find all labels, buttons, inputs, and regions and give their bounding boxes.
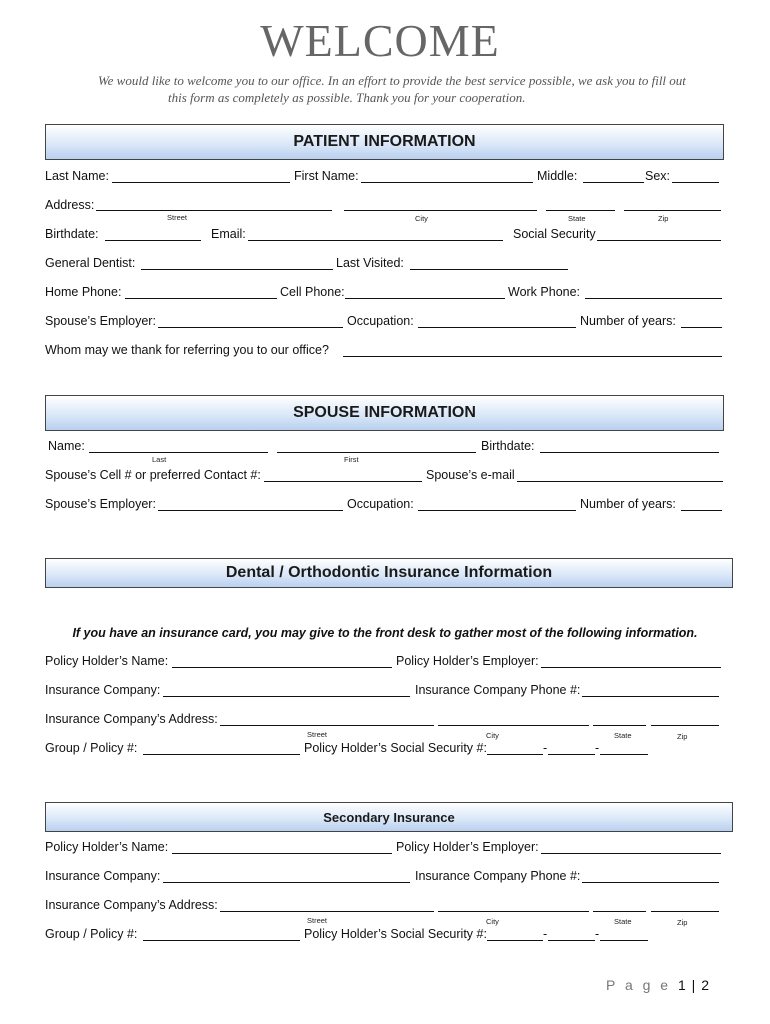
address-zip-field[interactable] <box>624 210 721 211</box>
patient-information-heading: PATIENT INFORMATION <box>45 124 724 160</box>
street-caption: Street <box>167 213 188 222</box>
page-word: P a g e <box>605 977 672 993</box>
insurance-phone-field[interactable] <box>582 696 719 697</box>
spouse-information-heading: SPOUSE INFORMATION <box>45 395 724 431</box>
ssn-dash: - <box>595 741 600 755</box>
address-street-field[interactable] <box>96 210 332 211</box>
general-dentist-field[interactable] <box>141 269 333 270</box>
secondary-ssn-part-2[interactable] <box>548 940 595 941</box>
last-name-label: Last Name: <box>45 169 109 183</box>
number-of-years-label: Number of years: <box>580 314 676 328</box>
zip-caption: Zip <box>677 918 688 927</box>
email-field[interactable] <box>248 240 503 241</box>
insurance-company-label: Insurance Company: <box>45 683 161 697</box>
group-policy-field[interactable] <box>143 754 300 755</box>
street-caption: Street <box>307 916 328 925</box>
sex-label: Sex: <box>645 169 671 183</box>
spouse-cell-field[interactable] <box>264 481 422 482</box>
secondary-holder-name-field[interactable] <box>172 853 392 854</box>
insurance-card-note: If you have an insurance card, you may give to the front desk to gather most of the following information. <box>72 626 698 640</box>
first-name-label: First Name: <box>294 169 359 183</box>
social-security-label: Social Security <box>513 227 596 241</box>
secondary-holder-employer-field[interactable] <box>541 853 721 854</box>
spouse-cell-label: Spouse’s Cell # or preferred Contact #: <box>45 468 261 482</box>
secondary-address-city-field[interactable] <box>438 911 589 912</box>
spouse-employer-label: Spouse’s Employer: <box>45 314 156 328</box>
work-phone-field[interactable] <box>585 298 722 299</box>
address-label: Address: <box>45 198 95 212</box>
number-of-years-field[interactable] <box>681 327 722 328</box>
intro-line-2: this form as completely as possible. Thank you for your cooperation. <box>168 90 526 105</box>
insurance-address-street-field[interactable] <box>220 725 434 726</box>
birthdate-field[interactable] <box>105 240 201 241</box>
spouse-years-field[interactable] <box>681 510 722 511</box>
spouse-employer-field-2[interactable] <box>158 510 343 511</box>
city-caption: City <box>415 214 428 223</box>
work-phone-label: Work Phone: <box>508 285 581 299</box>
secondary-address-zip-field[interactable] <box>651 911 719 912</box>
secondary-phone-label: Insurance Company Phone #: <box>415 869 581 883</box>
holder-name-field[interactable] <box>172 667 392 668</box>
holder-employer-field[interactable] <box>541 667 721 668</box>
state-caption: State <box>614 731 632 740</box>
city-caption: City <box>486 731 499 740</box>
insurance-address-city-field[interactable] <box>438 725 589 726</box>
secondary-ssn-part-1[interactable] <box>487 940 543 941</box>
referral-label: Whom may we thank for referring you to our office? <box>45 343 329 357</box>
spouse-first-name-field[interactable] <box>277 452 476 453</box>
secondary-holder-employer-label: Policy Holder’s Employer: <box>396 840 539 854</box>
insurance-address-label: Insurance Company’s Address: <box>45 712 218 726</box>
home-phone-label: Home Phone: <box>45 285 122 299</box>
insurance-phone-label: Insurance Company Phone #: <box>415 683 581 697</box>
page-number <box>606 977 710 993</box>
holder-employer-label: Policy Holder’s Employer: <box>396 654 539 668</box>
secondary-holder-ssn-label: Policy Holder’s Social Security #: <box>304 927 487 941</box>
zip-caption: Zip <box>677 732 688 741</box>
ssn-dash: - <box>595 927 600 941</box>
spouse-email-field[interactable] <box>517 481 723 482</box>
holder-name-label: Policy Holder’s Name: <box>45 654 169 668</box>
spouse-years-label: Number of years: <box>580 497 676 511</box>
home-phone-field[interactable] <box>125 298 277 299</box>
address-state-field[interactable] <box>546 210 615 211</box>
email-label: Email: <box>211 227 246 241</box>
cell-phone-label: Cell Phone: <box>280 285 345 299</box>
holder-ssn-part-2[interactable] <box>548 754 595 755</box>
last-visited-field[interactable] <box>410 269 568 270</box>
secondary-group-policy-field[interactable] <box>143 940 300 941</box>
occupation-field[interactable] <box>418 327 576 328</box>
state-caption: State <box>614 917 632 926</box>
last-visited-label: Last Visited: <box>336 256 404 270</box>
insurance-company-field[interactable] <box>163 696 410 697</box>
street-caption: Street <box>307 730 328 739</box>
holder-ssn-part-1[interactable] <box>487 754 543 755</box>
holder-ssn-part-3[interactable] <box>600 754 648 755</box>
spouse-occupation-field[interactable] <box>418 510 576 511</box>
social-security-field[interactable] <box>597 240 721 241</box>
middle-field[interactable] <box>583 182 644 183</box>
spouse-birthdate-field[interactable] <box>540 452 719 453</box>
spouse-email-label: Spouse’s e-mail <box>426 468 515 482</box>
first-name-field[interactable] <box>361 182 533 183</box>
referral-field[interactable] <box>343 356 722 357</box>
last-caption: Last <box>152 455 167 464</box>
holder-ssn-label: Policy Holder’s Social Security #: <box>304 741 487 755</box>
last-name-field[interactable] <box>112 182 290 183</box>
birthdate-label: Birthdate: <box>45 227 99 241</box>
spouse-birthdate-label: Birthdate: <box>481 439 535 453</box>
secondary-holder-name-label: Policy Holder’s Name: <box>45 840 169 854</box>
middle-label: Middle: <box>537 169 578 183</box>
insurance-address-state-field[interactable] <box>593 725 646 726</box>
secondary-company-label: Insurance Company: <box>45 869 161 883</box>
page-title: WELCOME <box>260 15 500 66</box>
general-dentist-label: General Dentist: <box>45 256 136 270</box>
cell-phone-field[interactable] <box>345 298 505 299</box>
group-policy-label: Group / Policy #: <box>45 741 138 755</box>
ssn-dash: - <box>543 927 548 941</box>
page-count: 1 | 2 <box>678 977 710 993</box>
spouse-occupation-label: Occupation: <box>347 497 414 511</box>
ssn-dash: - <box>543 741 548 755</box>
secondary-insurance-heading: Secondary Insurance <box>45 802 733 832</box>
secondary-group-policy-label: Group / Policy #: <box>45 927 138 941</box>
secondary-company-field[interactable] <box>163 882 410 883</box>
address-city-field[interactable] <box>344 210 537 211</box>
secondary-address-state-field[interactable] <box>593 911 646 912</box>
city-caption: City <box>486 917 499 926</box>
spouse-name-label: Name: <box>48 439 85 453</box>
dental-insurance-heading: Dental / Orthodontic Insurance Information <box>45 558 733 588</box>
sex-field[interactable] <box>672 182 719 183</box>
secondary-ssn-part-3[interactable] <box>600 940 648 941</box>
insurance-address-zip-field[interactable] <box>651 725 719 726</box>
intro-line-1: We would like to welcome you to our office. In an effort to provide the best service possible, we ask you to fill out <box>98 73 686 88</box>
occupation-label: Occupation: <box>347 314 414 328</box>
zip-caption: Zip <box>658 214 669 223</box>
secondary-address-street-field[interactable] <box>220 911 434 912</box>
spouse-employer-field[interactable] <box>158 327 343 328</box>
first-caption: First <box>344 455 359 464</box>
secondary-phone-field[interactable] <box>582 882 719 883</box>
secondary-address-label: Insurance Company’s Address: <box>45 898 218 912</box>
spouse-last-name-field[interactable] <box>89 452 268 453</box>
state-caption: State <box>568 214 586 223</box>
spouse-employer-label-2: Spouse’s Employer: <box>45 497 156 511</box>
